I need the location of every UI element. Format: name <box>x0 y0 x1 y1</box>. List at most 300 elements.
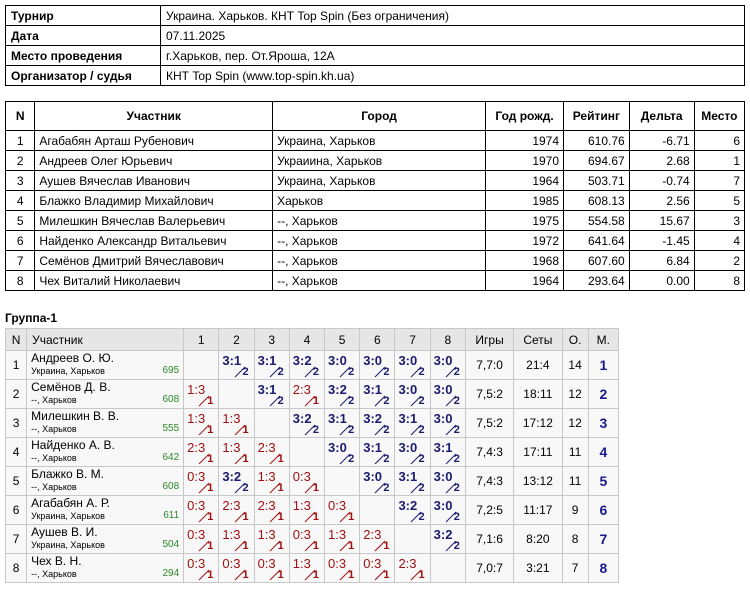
participant-city: --, Харьков <box>273 211 486 231</box>
group-player <box>27 467 184 496</box>
match-points: 1 <box>277 511 284 523</box>
match-score: 2:3 <box>257 440 276 455</box>
participant-row <box>6 191 745 211</box>
participant-number: 6 <box>6 231 35 251</box>
group-header-opponent: 1 <box>184 329 219 351</box>
group-points: 12 <box>562 380 588 409</box>
match-score-cell <box>325 554 360 583</box>
match-score: 3:0 <box>433 411 453 426</box>
participants-header: Дельта <box>629 102 694 131</box>
participant-number: 7 <box>6 251 35 271</box>
match-score: 2:3 <box>222 498 241 513</box>
match-score: 0:3 <box>363 556 382 571</box>
match-score-cell <box>395 380 430 409</box>
participant-delta: -1.45 <box>629 231 694 251</box>
group-games: 7,1:6 <box>465 525 513 554</box>
group-player-city: --, Харьков <box>31 424 77 434</box>
match-score: 3:0 <box>398 353 418 368</box>
match-score: 3:0 <box>433 382 453 397</box>
match-points: 2 <box>418 366 425 378</box>
match-points: 2 <box>453 424 460 436</box>
group-player-rating: 608 <box>162 394 180 405</box>
participant-name: Аушев Вячеслав Иванович <box>35 171 273 191</box>
match-score: 3:1 <box>363 440 383 455</box>
match-points: 1 <box>312 482 320 494</box>
match-score: 1:3 <box>292 556 311 571</box>
match-points: 2 <box>453 482 460 494</box>
group-player <box>27 438 184 467</box>
group-games: 7,7:0 <box>465 351 513 380</box>
participant-rating: 641.64 <box>564 231 630 251</box>
participants-header: Год рожд. <box>486 102 564 131</box>
group-player-rating: 504 <box>162 539 180 550</box>
participant-city: --, Харьков <box>273 271 486 291</box>
group-games: 7,0:7 <box>465 554 513 583</box>
match-points: 1 <box>207 482 214 494</box>
match-points: 1 <box>312 511 320 523</box>
info-key: Дата <box>6 26 161 46</box>
participants-header: Город <box>273 102 486 131</box>
participant-delta: 2.68 <box>629 151 694 171</box>
participant-city: Украина, Харьков <box>273 131 486 151</box>
group-self-cell <box>254 409 289 438</box>
match-score: 3:1 <box>433 440 453 455</box>
match-points: 2 <box>242 366 249 378</box>
info-row <box>6 26 745 46</box>
match-score-cell <box>184 467 219 496</box>
participants-header: Место <box>694 102 744 131</box>
match-score-cell <box>289 351 324 380</box>
match-points: 2 <box>312 366 320 378</box>
match-points: 2 <box>418 453 425 465</box>
group-player-rating: 611 <box>163 510 180 521</box>
group-sets: 17:12 <box>514 409 562 438</box>
match-score: 2:3 <box>292 382 311 397</box>
match-points: 1 <box>207 453 214 465</box>
group-row <box>6 496 619 525</box>
participant-place: 4 <box>694 231 744 251</box>
match-score: 1:3 <box>292 498 311 513</box>
group-header-opponent: 4 <box>289 329 324 351</box>
participant-name: Семёнов Дмитрий Вячеславович <box>35 251 273 271</box>
group-row <box>6 351 619 380</box>
match-score-cell <box>430 409 465 438</box>
match-score-cell <box>360 467 395 496</box>
match-points: 2 <box>348 395 355 407</box>
group-games: 7,5:2 <box>465 380 513 409</box>
match-score-cell <box>219 525 254 554</box>
match-score: 1:3 <box>257 469 276 484</box>
match-points: 1 <box>277 453 284 465</box>
match-score: 3:1 <box>398 469 418 484</box>
group-sets: 13:12 <box>514 467 562 496</box>
participant-number: 5 <box>6 211 35 231</box>
participant-rating: 554.58 <box>564 211 630 231</box>
group-place: 5 <box>588 467 618 496</box>
match-points: 2 <box>242 482 249 494</box>
match-points: 2 <box>277 395 284 407</box>
match-score-cell <box>325 380 360 409</box>
participant-rating: 694.67 <box>564 151 630 171</box>
info-key: Организатор / судья <box>6 66 161 86</box>
group-player-city: --, Харьков <box>31 453 77 463</box>
match-score: 3:1 <box>257 382 277 397</box>
match-score: 1:3 <box>187 382 206 397</box>
participant-city: Харьков <box>273 191 486 211</box>
match-score-cell <box>395 496 430 525</box>
group-sets: 17:11 <box>514 438 562 467</box>
match-score: 3:1 <box>398 411 418 426</box>
match-score-cell <box>219 438 254 467</box>
match-score-cell <box>254 467 289 496</box>
participant-name: Найденко Александр Витальевич <box>35 231 273 251</box>
participant-delta: -6.71 <box>629 131 694 151</box>
match-points: 1 <box>312 569 320 581</box>
participant-name: Чех Виталий Николаевич <box>35 271 273 291</box>
group-games: 7,2:5 <box>465 496 513 525</box>
match-score: 0:3 <box>257 556 276 571</box>
match-score-cell <box>360 554 395 583</box>
match-score: 3:2 <box>398 498 418 513</box>
info-row <box>6 46 745 66</box>
match-score-cell <box>289 380 324 409</box>
info-row <box>6 66 745 86</box>
group-row <box>6 467 619 496</box>
info-value: КНТ Top Spin (www.top-spin.kh.ua) <box>161 66 745 86</box>
group-header-number: N <box>6 329 27 351</box>
group-player-number: 6 <box>6 496 27 525</box>
match-points: 1 <box>242 540 249 552</box>
match-points: 2 <box>383 453 390 465</box>
group-points: 14 <box>562 351 588 380</box>
match-score-cell <box>325 351 360 380</box>
match-score: 0:3 <box>187 556 206 571</box>
group-title: Группа-1 <box>5 311 58 325</box>
group-results-table <box>5 328 619 583</box>
group-sets: 3:21 <box>514 554 562 583</box>
match-points: 1 <box>242 569 249 581</box>
group-player-rating: 555 <box>162 423 180 434</box>
group-header-player: Участник <box>27 329 184 351</box>
group-player-city: Украина, Харьков <box>31 540 105 550</box>
group-player-name: Аушев В. И. <box>31 525 98 539</box>
group-points: 7 <box>562 554 588 583</box>
group-player-number: 7 <box>6 525 27 554</box>
match-score-cell <box>430 351 465 380</box>
match-score: 2:3 <box>187 440 206 455</box>
info-value: 07.11.2025 <box>161 26 745 46</box>
match-score-cell <box>395 438 430 467</box>
match-score: 3:0 <box>328 353 347 368</box>
match-score-cell <box>430 467 465 496</box>
group-header-place: М. <box>588 329 618 351</box>
match-score: 0:3 <box>292 469 311 484</box>
match-points: 1 <box>383 569 390 581</box>
participant-birth-year: 1968 <box>486 251 564 271</box>
match-score: 0:3 <box>187 498 206 513</box>
group-player <box>27 554 184 583</box>
match-points: 1 <box>312 540 320 552</box>
participant-row <box>6 131 745 151</box>
participant-row <box>6 171 745 191</box>
info-value: Украина. Харьков. КНТ Top Spin (Без ограничения) <box>161 6 745 26</box>
match-score-cell <box>219 496 254 525</box>
match-score: 3:0 <box>433 498 453 513</box>
match-score-cell <box>219 351 254 380</box>
group-player-number: 4 <box>6 438 27 467</box>
match-score-cell <box>184 380 219 409</box>
match-score: 1:3 <box>328 527 347 542</box>
match-score: 3:2 <box>363 411 383 426</box>
participant-rating: 607.60 <box>564 251 630 271</box>
participant-row <box>6 251 745 271</box>
match-score-cell <box>325 409 360 438</box>
match-points: 2 <box>418 482 425 494</box>
group-player-city: Украина, Харьков <box>31 511 105 521</box>
group-player-number: 1 <box>6 351 27 380</box>
group-player-city: Украина, Харьков <box>31 366 105 376</box>
group-player-name: Блажко В. М. <box>31 467 104 481</box>
group-header-points: О. <box>562 329 588 351</box>
participant-rating: 293.64 <box>564 271 630 291</box>
match-score: 1:3 <box>222 440 241 455</box>
group-header-sets: Сеты <box>514 329 562 351</box>
match-score: 1:3 <box>222 411 241 426</box>
participants-header: N <box>6 102 35 131</box>
participant-place: 5 <box>694 191 744 211</box>
group-self-cell <box>360 496 395 525</box>
info-key: Место проведения <box>6 46 161 66</box>
group-player-city: --, Харьков <box>31 395 77 405</box>
match-score-cell <box>325 496 360 525</box>
group-row <box>6 554 619 583</box>
match-points: 1 <box>207 569 214 581</box>
group-points: 8 <box>562 525 588 554</box>
match-score-cell <box>395 409 430 438</box>
group-points: 12 <box>562 409 588 438</box>
participant-delta: 6.84 <box>629 251 694 271</box>
group-player-name: Семёнов Д. В. <box>31 380 111 394</box>
group-header-opponent: 2 <box>219 329 254 351</box>
match-score: 2:3 <box>363 527 382 542</box>
match-points: 2 <box>453 395 460 407</box>
match-score-cell <box>254 525 289 554</box>
group-player-name: Милешкин В. В. <box>31 409 120 423</box>
match-score: 3:0 <box>363 353 383 368</box>
match-score-cell <box>219 409 254 438</box>
participant-birth-year: 1972 <box>486 231 564 251</box>
match-points: 1 <box>348 569 355 581</box>
group-player <box>27 525 184 554</box>
group-player-number: 5 <box>6 467 27 496</box>
group-place: 1 <box>588 351 618 380</box>
match-points: 1 <box>348 540 355 552</box>
match-score: 1:3 <box>222 527 241 542</box>
group-header-opponent: 6 <box>360 329 395 351</box>
match-points: 1 <box>277 540 284 552</box>
match-score-cell <box>360 438 395 467</box>
participant-city: Украиина, Харьков <box>273 151 486 171</box>
match-points: 1 <box>348 511 355 523</box>
match-score: 3:0 <box>433 469 453 484</box>
match-points: 2 <box>453 540 460 552</box>
participant-delta: 0.00 <box>629 271 694 291</box>
participant-number: 8 <box>6 271 35 291</box>
match-score-cell <box>325 438 360 467</box>
participant-place: 3 <box>694 211 744 231</box>
tournament-info-table <box>5 5 745 86</box>
match-score-cell <box>254 438 289 467</box>
match-points: 2 <box>348 424 355 436</box>
participant-row <box>6 271 745 291</box>
match-score: 1:3 <box>257 527 276 542</box>
match-score-cell <box>254 351 289 380</box>
match-points: 1 <box>207 395 214 407</box>
group-self-cell <box>430 554 465 583</box>
group-row <box>6 409 619 438</box>
match-points: 1 <box>242 453 249 465</box>
match-score: 3:2 <box>292 411 312 426</box>
participant-place: 1 <box>694 151 744 171</box>
group-place: 4 <box>588 438 618 467</box>
group-self-cell <box>289 438 324 467</box>
group-player-rating: 294 <box>162 568 180 579</box>
match-points: 1 <box>312 395 320 407</box>
match-score-cell <box>395 467 430 496</box>
match-points: 2 <box>383 366 390 378</box>
group-header-opponent: 3 <box>254 329 289 351</box>
match-points: 2 <box>277 366 284 378</box>
group-sets: 21:4 <box>514 351 562 380</box>
match-score-cell <box>254 380 289 409</box>
participant-delta: 2.56 <box>629 191 694 211</box>
participants-header: Рейтинг <box>564 102 630 131</box>
participant-birth-year: 1970 <box>486 151 564 171</box>
participant-birth-year: 1985 <box>486 191 564 211</box>
group-place: 8 <box>588 554 618 583</box>
match-score: 3:2 <box>292 353 312 368</box>
group-points: 11 <box>562 467 588 496</box>
participant-number: 3 <box>6 171 35 191</box>
match-points: 1 <box>207 424 214 436</box>
group-sets: 18:11 <box>514 380 562 409</box>
match-score: 1:3 <box>187 411 206 426</box>
group-place: 7 <box>588 525 618 554</box>
match-score-cell <box>289 525 324 554</box>
match-score-cell <box>184 438 219 467</box>
match-score: 0:3 <box>292 527 311 542</box>
group-player-number: 3 <box>6 409 27 438</box>
match-score: 3:0 <box>433 353 453 368</box>
match-score: 3:0 <box>398 382 418 397</box>
group-sets: 11:17 <box>514 496 562 525</box>
participant-name: Агабабян Арташ Рубенович <box>35 131 273 151</box>
group-self-cell <box>395 525 430 554</box>
match-points: 1 <box>207 540 214 552</box>
group-player-city: --, Харьков <box>31 569 77 579</box>
match-score-cell <box>325 525 360 554</box>
match-score: 0:3 <box>222 556 241 571</box>
participant-place: 7 <box>694 171 744 191</box>
match-points: 2 <box>453 511 460 523</box>
participant-row <box>6 231 745 251</box>
match-score: 3:0 <box>363 469 383 484</box>
match-score-cell <box>219 554 254 583</box>
match-points: 1 <box>277 569 284 581</box>
participant-place: 8 <box>694 271 744 291</box>
match-score: 2:3 <box>398 556 417 571</box>
participant-rating: 503.71 <box>564 171 630 191</box>
group-header-games: Игры <box>465 329 513 351</box>
group-player <box>27 496 184 525</box>
group-self-cell <box>325 467 360 496</box>
group-player-number: 8 <box>6 554 27 583</box>
participant-birth-year: 1964 <box>486 271 564 291</box>
group-header-opponent: 8 <box>430 329 465 351</box>
match-points: 1 <box>207 511 214 523</box>
match-score-cell <box>184 525 219 554</box>
group-row <box>6 525 619 554</box>
group-player-city: --, Харьков <box>31 482 77 492</box>
match-score: 3:1 <box>328 411 347 426</box>
match-score: 3:0 <box>398 440 418 455</box>
match-score-cell <box>360 409 395 438</box>
group-player-rating: 608 <box>162 481 180 492</box>
match-score: 0:3 <box>328 498 347 513</box>
match-score-cell <box>184 496 219 525</box>
participants-table <box>5 101 745 291</box>
match-points: 2 <box>383 424 390 436</box>
match-score-cell <box>254 496 289 525</box>
match-points: 1 <box>242 424 249 436</box>
match-points: 2 <box>418 424 425 436</box>
match-points: 2 <box>453 453 460 465</box>
match-score-cell <box>360 525 395 554</box>
match-points: 2 <box>348 453 355 465</box>
group-games: 7,5:2 <box>465 409 513 438</box>
info-value: г.Харьков, пер. От.Яроша, 12А <box>161 46 745 66</box>
group-header-opponent: 5 <box>325 329 360 351</box>
match-score-cell <box>289 467 324 496</box>
participant-name: Андреев Олег Юрьевич <box>35 151 273 171</box>
group-player-name: Найденко А. В. <box>31 438 115 452</box>
match-score: 3:2 <box>433 527 453 542</box>
match-score: 3:0 <box>328 440 347 455</box>
participant-number: 2 <box>6 151 35 171</box>
participant-number: 1 <box>6 131 35 151</box>
group-self-cell <box>219 380 254 409</box>
participant-name: Милешкин Вячеслав Валерьевич <box>35 211 273 231</box>
match-points: 2 <box>312 424 320 436</box>
match-points: 2 <box>383 395 390 407</box>
group-place: 2 <box>588 380 618 409</box>
group-header-opponent: 7 <box>395 329 430 351</box>
participant-birth-year: 1974 <box>486 131 564 151</box>
match-points: 1 <box>277 482 284 494</box>
group-points: 9 <box>562 496 588 525</box>
group-player-name: Андреев О. Ю. <box>31 351 114 365</box>
match-points: 1 <box>418 569 425 581</box>
group-player <box>27 380 184 409</box>
participant-rating: 608.13 <box>564 191 630 211</box>
group-place: 3 <box>588 409 618 438</box>
match-score: 3:2 <box>222 469 242 484</box>
match-score-cell <box>219 467 254 496</box>
match-score-cell <box>289 409 324 438</box>
group-player-name: Чех В. Н. <box>31 554 82 568</box>
match-score-cell <box>430 380 465 409</box>
match-score-cell <box>289 496 324 525</box>
